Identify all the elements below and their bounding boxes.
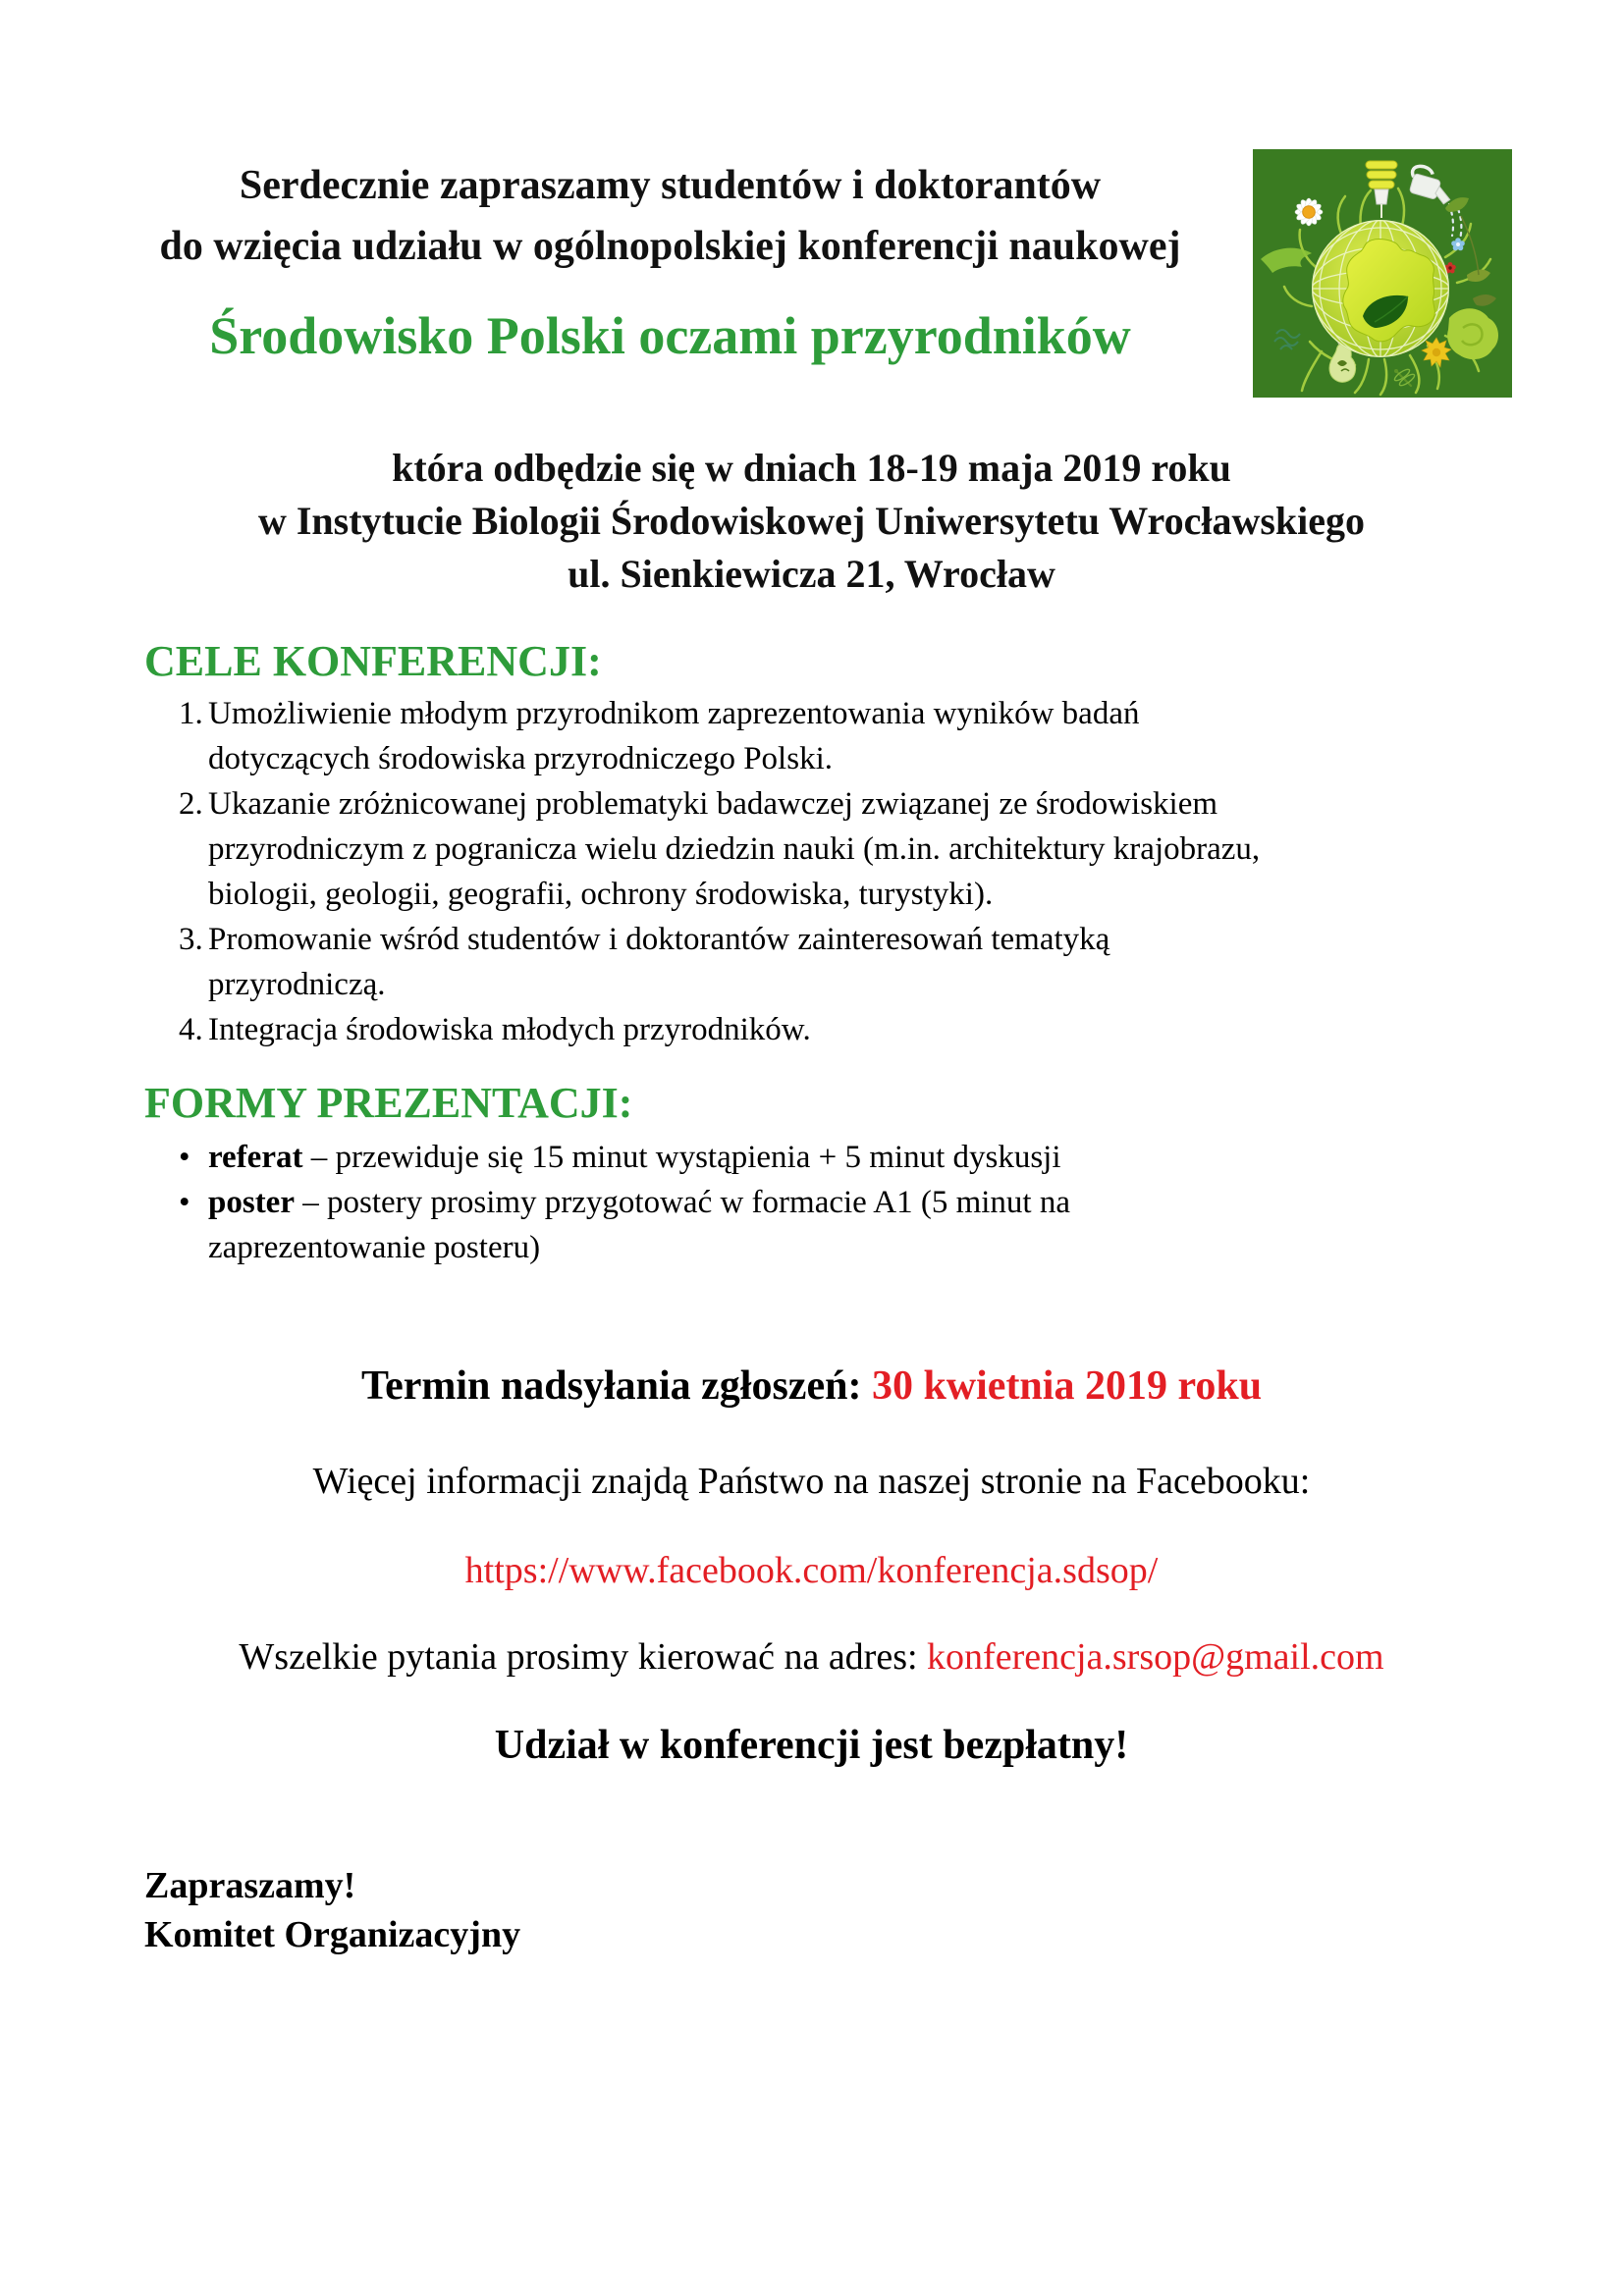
form-term: poster — [208, 1185, 295, 1220]
contact-label: Wszelkie pytania prosimy kierować na adres: — [239, 1636, 928, 1678]
bullet-icon: • — [179, 1140, 190, 1175]
contact-line — [0, 1635, 1623, 1679]
contact-email-link[interactable]: konferencja.srsop@gmail.com — [927, 1636, 1384, 1678]
list-number: 4. — [179, 1012, 203, 1047]
goals-item — [179, 781, 1288, 917]
eco-globe-image — [1253, 149, 1512, 398]
forms-item — [179, 1180, 1288, 1270]
goals-heading: CELE KONFERENCJI: — [144, 637, 602, 685]
conference-title: Środowisko Polski oczami przyrodników — [209, 306, 1131, 365]
forms-list — [179, 1135, 1288, 1270]
signoff-greeting: Zapraszamy! — [144, 1865, 356, 1906]
list-number: 1. — [179, 696, 203, 731]
list-item-text: Ukazanie zróżnicowanej problematyki badawczej związanej ze środowiskiem przyrodniczym z pogranicza wielu dziedzin nauki (m.in. architektury krajobrazu, biologii, geologii, geografii, ochrony środowiska, turystyki). — [208, 786, 1261, 912]
list-number: 3. — [179, 922, 203, 957]
venue-info — [0, 442, 1623, 601]
list-item-text — [208, 1135, 1288, 1180]
venue-date-line: która odbędzie się w dniach 18-19 maja 2019 roku — [392, 446, 1231, 490]
header — [54, 155, 1286, 365]
goals-item — [179, 691, 1288, 781]
list-item-text — [208, 1180, 1288, 1270]
goals-list — [179, 691, 1288, 1052]
deadline-label: Termin nadsyłania zgłoszeń: — [360, 1363, 872, 1409]
signoff — [144, 1861, 520, 1959]
list-item-text: Umożliwienie młodym przyrodnikom zaprezentowania wyników badań dotyczących środowiska przyrodniczego Polski. — [208, 696, 1140, 776]
deadline-date: 30 kwietnia 2019 roku — [871, 1363, 1263, 1409]
invite-line-2: do wzięcia udziału w ogólnopolskiej konferencji naukowej — [159, 224, 1181, 269]
free-participation-note: Udział w konferencji jest bezpłatny! — [494, 1723, 1129, 1768]
list-number: 2. — [179, 786, 203, 822]
deadline-line — [0, 1362, 1623, 1410]
venue-institute-line: w Instytucie Biologii Środowiskowej Uniwersytetu Wrocławskiego — [257, 499, 1366, 543]
forms-item — [179, 1135, 1288, 1180]
goals-item — [179, 1007, 1288, 1052]
list-item-text: Integracja środowiska młodych przyrodników. — [208, 1012, 811, 1047]
form-description: – postery prosimy przygotować w formacie A1 (5 minut na zaprezentowanie posteru) — [208, 1185, 1070, 1265]
bullet-icon: • — [179, 1185, 190, 1220]
signoff-committee: Komitet Organizacyjny — [144, 1914, 521, 1955]
form-term: referat — [208, 1140, 303, 1175]
facebook-link[interactable]: https://www.facebook.com/konferencja.sdsop/ — [464, 1550, 1159, 1591]
form-description: – przewiduje się 15 minut wystąpienia + 5 minut dyskusji — [302, 1140, 1061, 1175]
goals-item — [179, 917, 1288, 1007]
venue-address-line: ul. Sienkiewicza 21, Wrocław — [568, 552, 1055, 596]
facebook-note: Więcej informacji znajdą Państwo na naszej stronie na Facebooku: — [312, 1461, 1311, 1502]
invite-line-1: Serdecznie zapraszamy studentów i doktorantów — [239, 163, 1102, 208]
list-item-text: Promowanie wśród studentów i doktorantów zainteresowań tematyką przyrodniczą. — [208, 922, 1110, 1002]
forms-heading: FORMY PREZENTACJI: — [144, 1079, 633, 1127]
globe — [1312, 220, 1449, 357]
